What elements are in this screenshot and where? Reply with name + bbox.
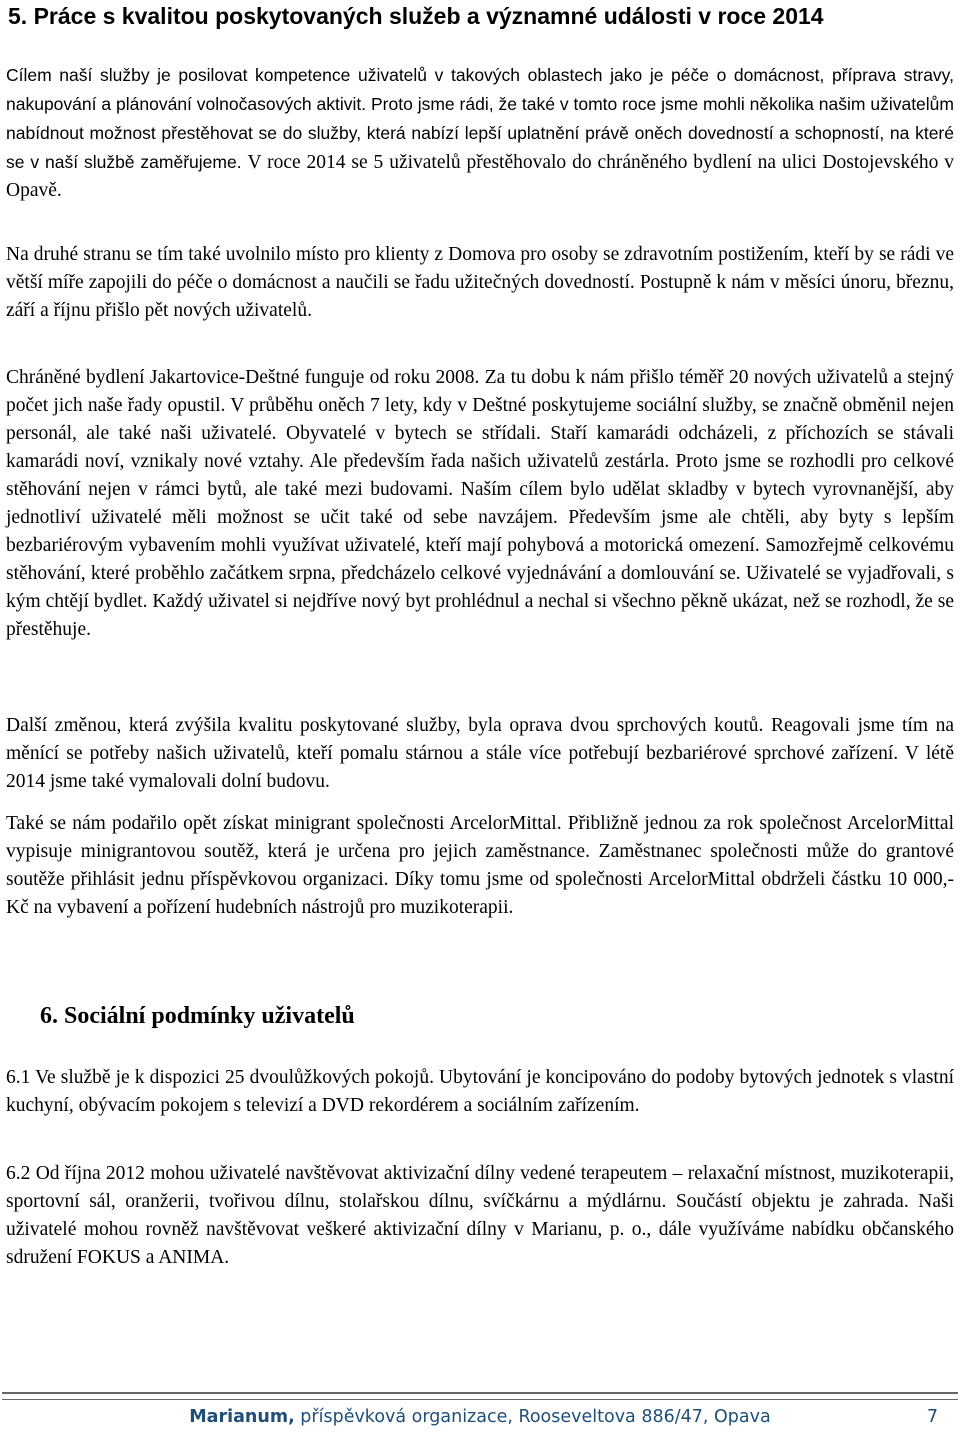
footer-divider bbox=[2, 1392, 958, 1400]
paragraph-1-part-c: V roce 2014 se 5 uživatelů přestěhovalo do chráněného bydlení na ulici Dostojevského v Opavě. bbox=[6, 152, 955, 201]
page-number: 7 bbox=[926, 1407, 938, 1427]
paragraph-3: Chráněné bydlení Jakartovice-Deštné funguje od roku 2008. Za tu dobu k nám přišlo téměř 20 nových uživatelů a stejný počet jich naše řady opustil. V průběhu oněch 7 lety, kdy v Deštné poskytujeme sociální služby, se značně obměnil nejen personál, ale také naši uživatelé. Obyvatelé v bytech se střídali. Staří kamarádi odcházeli, z příchozích se stávali kamarádi noví, vznikaly nové vztahy. Ale především řada našich uživatelů zestárla. Proto jsme se rozhodli pro celkové stěhování nejen v rámci bytů, ale také mezi budovami. Naším cílem bylo udělat skladby v bytech vyrovnanější, aby jednotliví uživatelé měli možnost se učit také od sebe navzájem. Především jsme ale chtěli, aby byty s lepším bezbariérovým vybavením mohli využívat uživatelé, kteří mají pohybová a motorická omezení. Samozřejmě celkovému stěhování, které proběhlo začátkem srpna, předcházelo celkové vyjednávání a domlouvání se. Uživatelé se vyjadřovali, s kým chtějí bydlet. Každý uživatel si nejdříve nový byt prohlédnul a nechal si všechno pěkně ukázat, než se rozhodl, že se přestěhuje. bbox=[6, 367, 954, 640]
paragraph-2: Na druhé stranu se tím také uvolnilo místo pro klienty z Domova pro osoby se zdravotním postižením, kteří by se rádi ve větší míře zapojili do péče o domácnost a naučili se řadu užitečných dovedností. Postupně k nám v měsíci únoru, březnu, září a říjnu přišlo pět nových uživatelů. bbox=[6, 244, 954, 321]
paragraph-4: Další změnou, která zvýšila kvalitu poskytované služby, byla oprava dvou sprchových koutů. Reagovali jsme tím na měnící se potřeby našich uživatelů, kteří pomalu stárnou a stále více potřebují bezbariérové sprchové zařízení. V létě 2014 jsme také vymalovali dolní budovu. bbox=[6, 715, 954, 792]
paragraph-1-part-b: Proto jsme rádi, že také v tomto roce jsme mohli několika našim uživatelům nabídnout možnost přestěhovat se do služby, která nabízí lepší uplatnění právě oněch dovedností a schopností, na které se v naší službě zaměřujeme. bbox=[6, 94, 954, 172]
paragraph-5: Také se nám podařilo opět získat minigrant společnosti ArcelorMittal. Přibližně jednou za rok společnost ArcelorMittal vypisuje minigrantovou soutěž, která je určena pro jejich zaměstnance. Zaměstnanec společnosti může do grantové soutěže přihlásit jednu příspěvkovou organizaci. Díky tomu jsme od společnosti ArcelorMittal obdrželi částku 10 000,- Kč na vybavení a pořízení hudebních nástrojů pro muzikoterapii. bbox=[6, 813, 954, 918]
paragraph-1-part-a: Cílem naší služby je posilovat kompetence uživatelů v takových oblastech jako je péče o domácnost, příprava stravy, nakupování a plánování volnočasových aktivit. bbox=[6, 65, 954, 114]
section-6-heading: 6. Sociální podmínky uživatelů bbox=[40, 1003, 355, 1029]
footer-brand: Marianum, bbox=[189, 1407, 295, 1427]
paragraph-6-1: 6.1 Ve službě je k dispozici 25 dvoulůžkových pokojů. Ubytování je koncipováno do podoby bytových jednotek s vlastní kuchyní, obývacím pokojem s televizí a DVD rekordérem a sociálním zařízením. bbox=[6, 1067, 954, 1116]
section-5-heading: 5. Práce s kvalitou poskytovaných služeb a významné události v roce 2014 bbox=[8, 3, 824, 29]
footer-address-text: příspěvková organizace, Rooseveltova 886/47, Opava bbox=[294, 1407, 771, 1427]
paragraph-1 bbox=[6, 61, 954, 205]
paragraph-6-2: 6.2 Od října 2012 mohou uživatelé navštěvovat aktivizační dílny vedené terapeutem – relaxační místnost, muzikoterapii, sportovní sál, oranžerii, tvořivou dílnu, stolařskou dílnu, svíčkárnu a mýdlárnu. Součástí objektu je zahrada. Naši uživatelé mohou rovněž navštěvovat veškeré aktivizační dílny v Marianu, p. o., dále využíváme nabídku občanského sdružení FOKUS a ANIMA. bbox=[6, 1163, 954, 1268]
footer-address bbox=[0, 1404, 960, 1430]
